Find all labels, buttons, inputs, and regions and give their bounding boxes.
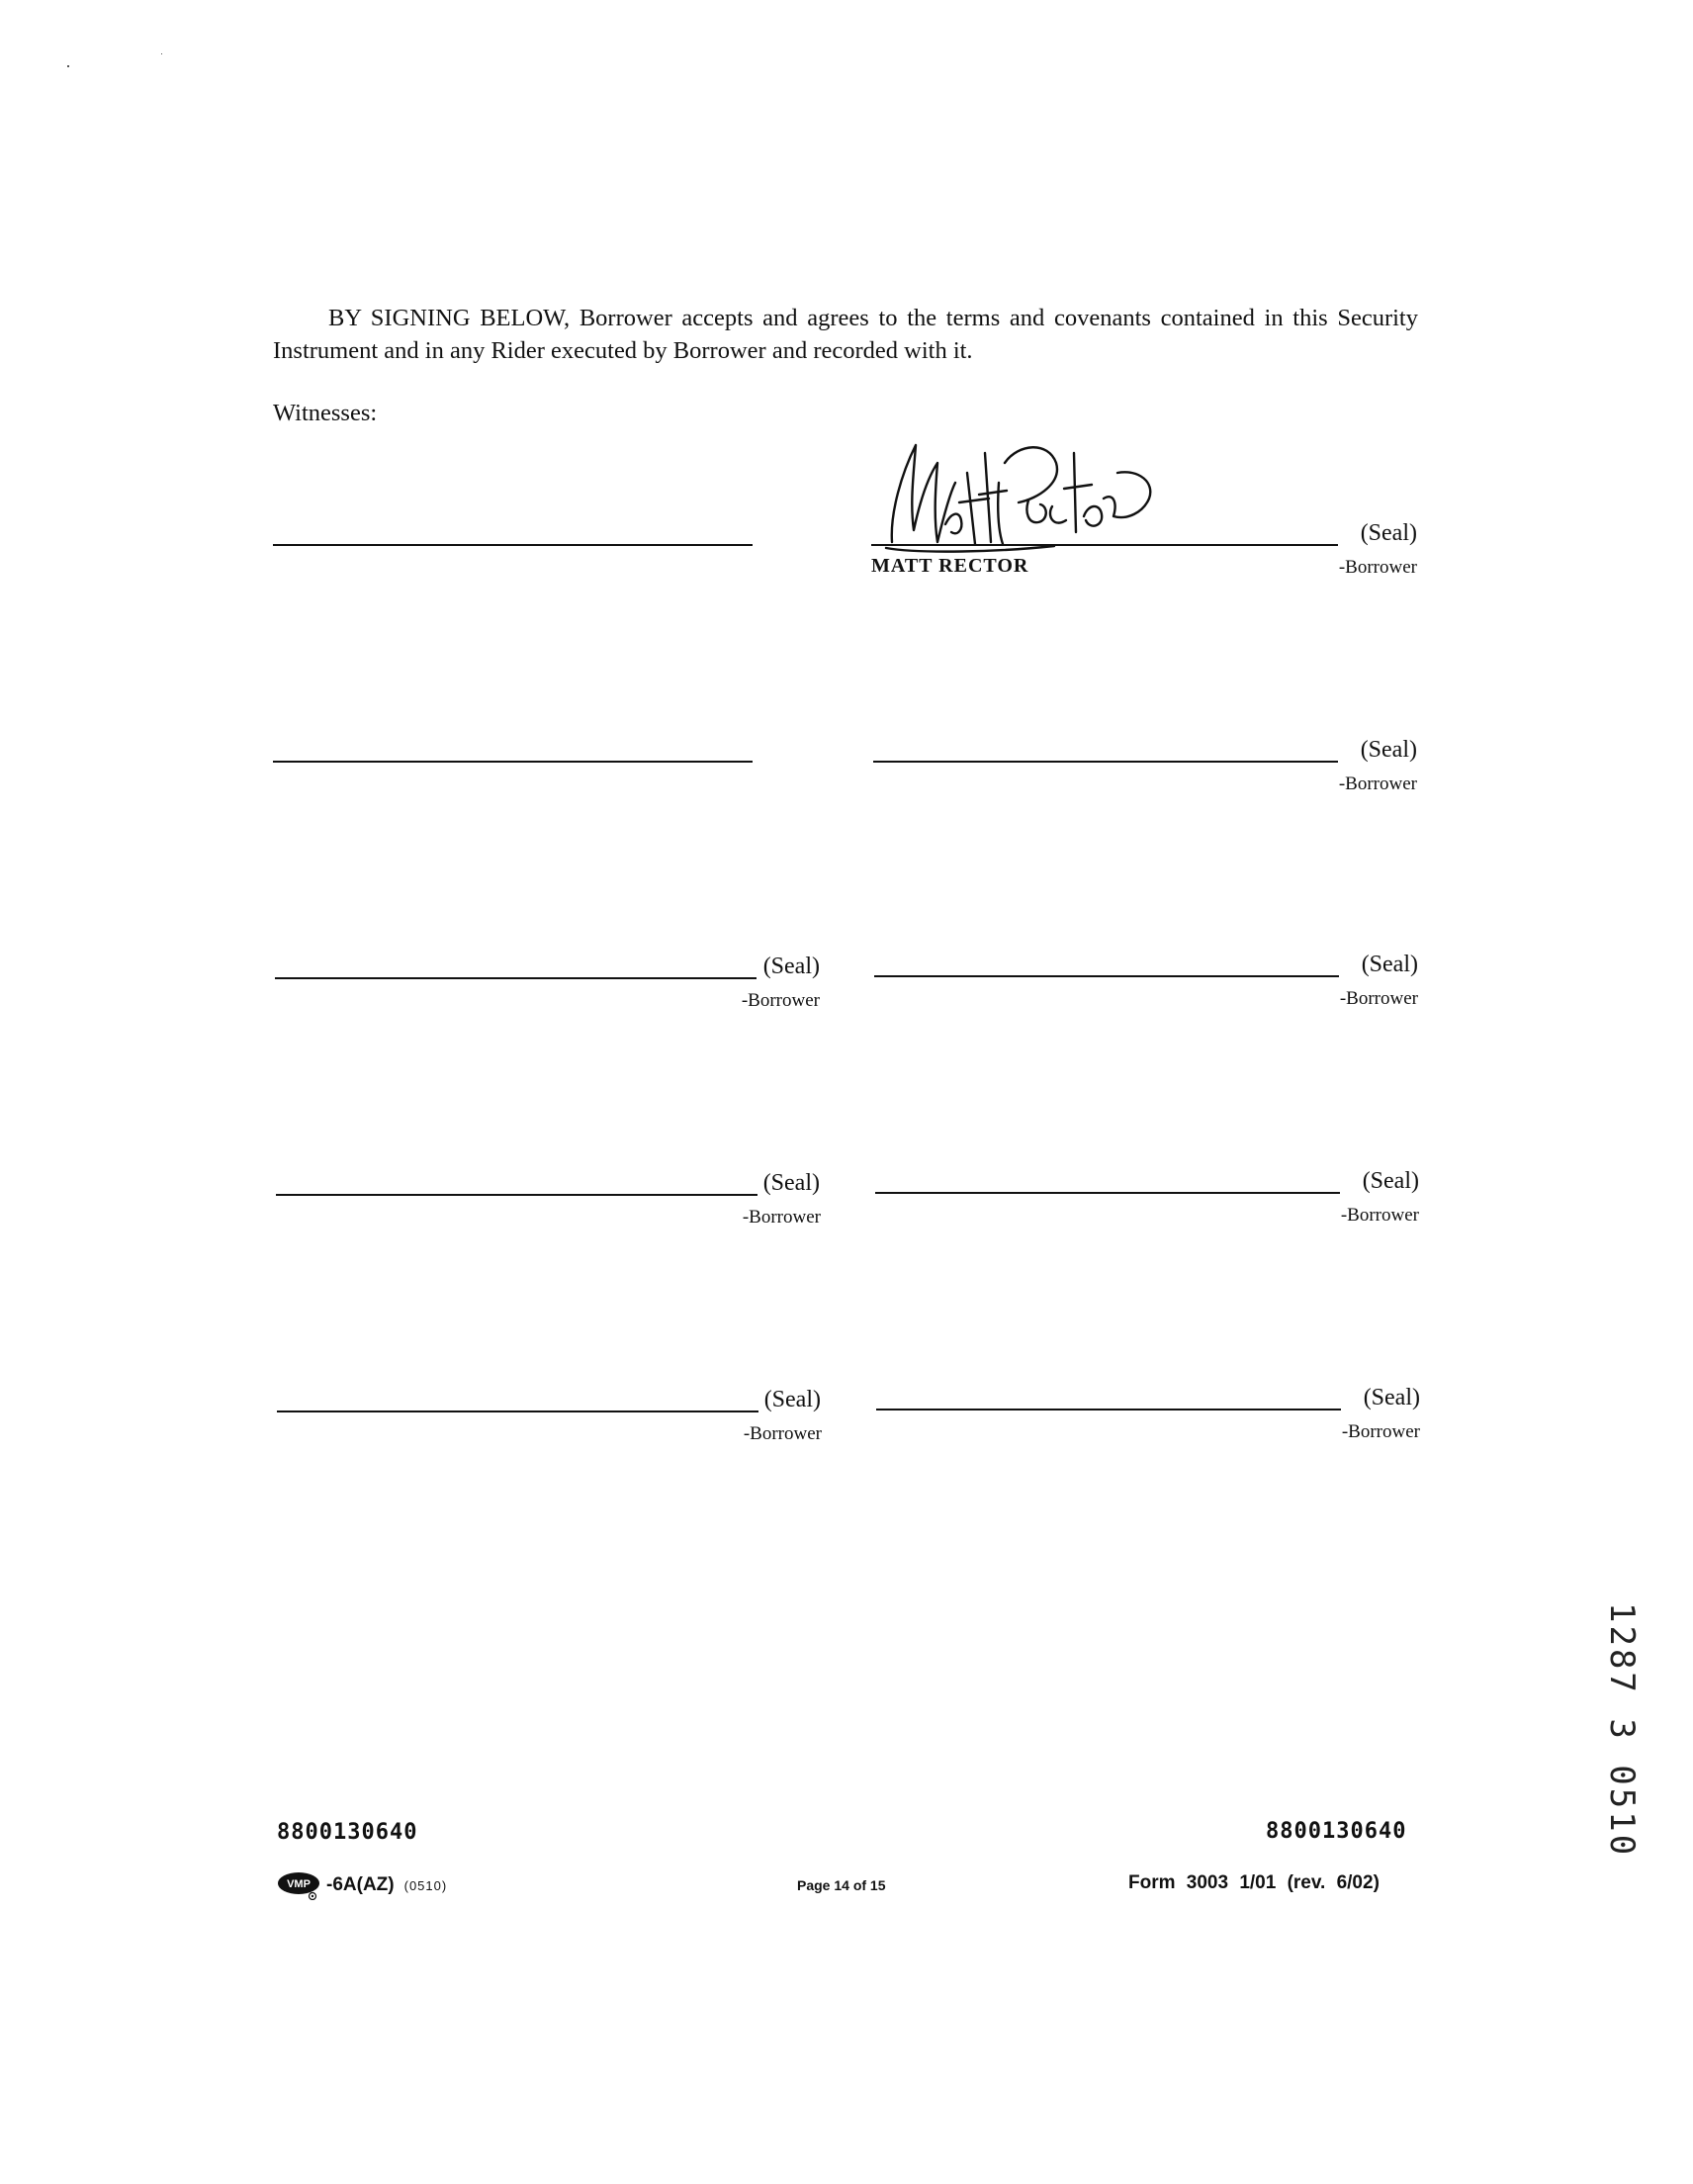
borrower-signature-line	[874, 975, 1339, 977]
scan-speck	[67, 65, 69, 67]
borrower-signature-line	[871, 544, 1338, 546]
form-code-block	[277, 1870, 447, 1900]
signing-statement: BY SIGNING BELOW, Borrower accepts and agrees to the terms and covenants contained in this Security Instrument and in any Rider executed by Borrower and recorded with it.	[273, 305, 1418, 364]
form-code-date: (0510)	[403, 1877, 448, 1893]
borrower-label: -Borrower	[1338, 557, 1417, 578]
vmp-logo-icon	[277, 1870, 324, 1900]
witness-signature-line	[273, 544, 753, 546]
form-identifier: Form 3003 1/01 (rev. 6/02)	[1128, 1872, 1380, 1893]
borrower-label: -Borrower	[743, 1423, 822, 1444]
seal-label: (Seal)	[763, 1387, 821, 1412]
borrower-signature-line	[275, 977, 757, 979]
loan-number-left: 8800130640	[277, 1820, 418, 1845]
loan-number-right: 8800130640	[1266, 1819, 1407, 1844]
seal-label: (Seal)	[1363, 1385, 1420, 1410]
seal-label: (Seal)	[1361, 952, 1418, 977]
seal-label: (Seal)	[1360, 737, 1417, 763]
borrower-label: -Borrower	[1341, 1421, 1420, 1442]
page-indicator: Page 14 of 15	[797, 1877, 886, 1893]
svg-text:VMP: VMP	[287, 1878, 311, 1890]
borrower-handwritten-signature	[880, 433, 1177, 567]
borrower-signature-line	[276, 1194, 757, 1196]
borrower-signature-line	[875, 1192, 1340, 1194]
margin-recording-stamp: 1287 3 0510	[1602, 1602, 1642, 1859]
borrower-signature-line	[873, 761, 1338, 763]
form-code: -6A(AZ)	[326, 1874, 395, 1895]
borrower-label: -Borrower	[1338, 774, 1417, 794]
witness-signature-line	[273, 761, 753, 763]
borrower-signature-line	[876, 1409, 1341, 1410]
borrower-label: -Borrower	[1339, 988, 1418, 1009]
witnesses-label: Witnesses:	[273, 400, 378, 426]
scan-speck	[161, 53, 162, 54]
borrower-label: -Borrower	[741, 990, 820, 1011]
seal-label: (Seal)	[762, 954, 820, 979]
borrower-name: MATT RECTOR	[871, 555, 1029, 577]
borrower-label: -Borrower	[1340, 1205, 1419, 1226]
seal-label: (Seal)	[1360, 520, 1417, 546]
borrower-label: -Borrower	[742, 1207, 821, 1228]
seal-label: (Seal)	[1362, 1168, 1419, 1194]
borrower-signature-line	[277, 1410, 758, 1412]
seal-label: (Seal)	[762, 1170, 820, 1196]
